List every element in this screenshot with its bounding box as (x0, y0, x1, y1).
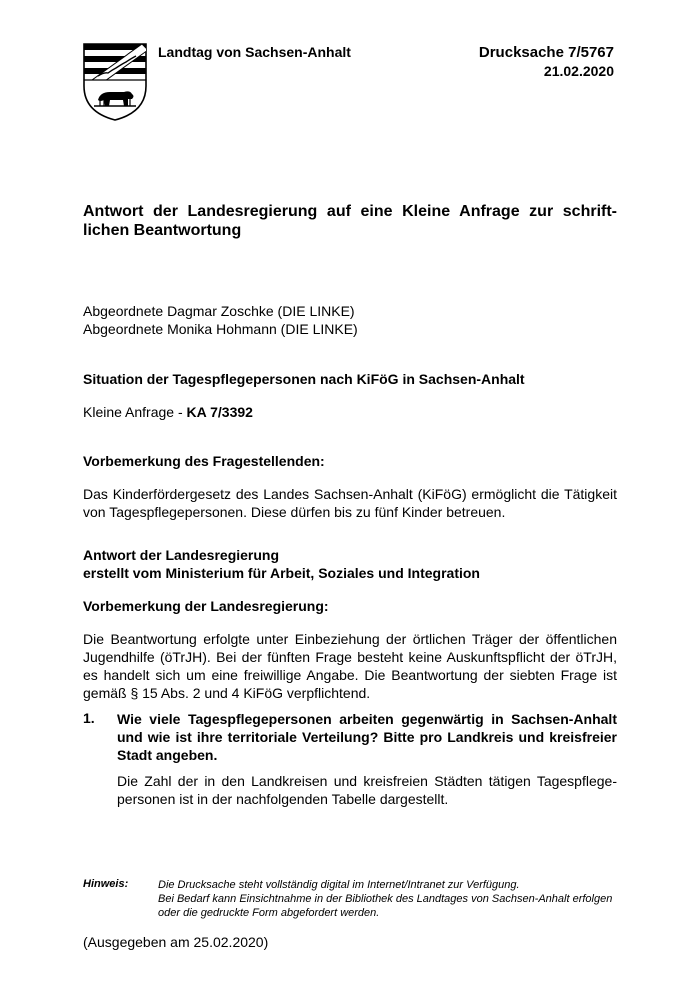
hint-text (158, 878, 618, 920)
question-1-number: 1. (83, 710, 95, 726)
document-number: Drucksache 7/5767 (478, 44, 614, 61)
question-1-text: Wie viele Tagespflegepersonen arbeiten gegenwärtig in Sachsen-Anhalt und wie ist ihre territoriale Verteilung? Bitte pro Landkreis und kreisfreier Stadt angeben. (117, 711, 617, 763)
government-prelim-text: Die Beantwortung erfolgte unter Einbeziehung der örtlichen Träger der öffentlichen Jugendhilfe (öTrJH). Bei der fünften Frage besteht keine Auskunftspflicht der öTrJH, es handelt sich um eine freiwillige Angabe. Die Beantwortung der siebten Frage ist gemäß § 15 Abs. 2 und 4 KiFöG verpflichtend. (83, 631, 617, 701)
organization-name: Landtag von Sachsen-Anhalt (158, 44, 351, 60)
hint-label: Hinweis: (83, 878, 129, 890)
inquiry-line (83, 403, 617, 421)
hint-line-2: Bei Bedarf kann Einsichtnahme in der Bibliothek des Landtages von Sachsen-Anhalt erfolgen oder die gedruckte Form abgefordert werden. (158, 893, 613, 919)
document-title (83, 202, 617, 240)
inquiry-number: KA 7/3392 (186, 404, 253, 420)
issued-date: (Ausgegeben am 25.02.2020) (83, 934, 269, 950)
coat-of-arms-icon (82, 42, 148, 122)
answer-header-line-1: Antwort der Landesregierung (83, 547, 280, 563)
question-1-answer: Die Zahl der in den Landkreisen und kreisfreien Städten tätigen Tagespflege-personen ist in der nachfolgenden Tabelle dargestellt. (117, 773, 617, 807)
title-line-1: Antwort der Landesregierung auf eine Kleine Anfrage zur schrift- (83, 203, 617, 220)
questioner-prelim-heading: Vorbemerkung des Fragestellenden: (83, 453, 325, 469)
author-2: Abgeordnete Monika Hohmann (DIE LINKE) (83, 321, 358, 337)
answer-header-line-2: erstellt vom Ministerium für Arbeit, Soziales und Integration (83, 565, 480, 581)
inquiry-prefix: Kleine Anfrage - (83, 404, 187, 420)
government-prelim-heading: Vorbemerkung der Landesregierung: (83, 598, 329, 614)
questioner-prelim-text: Das Kinderfördergesetz des Landes Sachsen-Anhalt (KiFöG) ermöglicht die Tätigkeit von Tagespflegepersonen. Diese dürfen bis zu fünf Kinder betreuen. (83, 486, 617, 520)
subject-line: Situation der Tagespflegepersonen nach KiFöG in Sachsen-Anhalt (83, 371, 525, 387)
document-date: 21.02.2020 (543, 63, 614, 79)
hint-line-1: Die Drucksache steht vollständig digital im Internet/Intranet zur Verfügung. (158, 879, 520, 891)
author-1: Abgeordnete Dagmar Zoschke (DIE LINKE) (83, 303, 355, 319)
title-line-2: lichen Beantwortung (83, 222, 242, 239)
